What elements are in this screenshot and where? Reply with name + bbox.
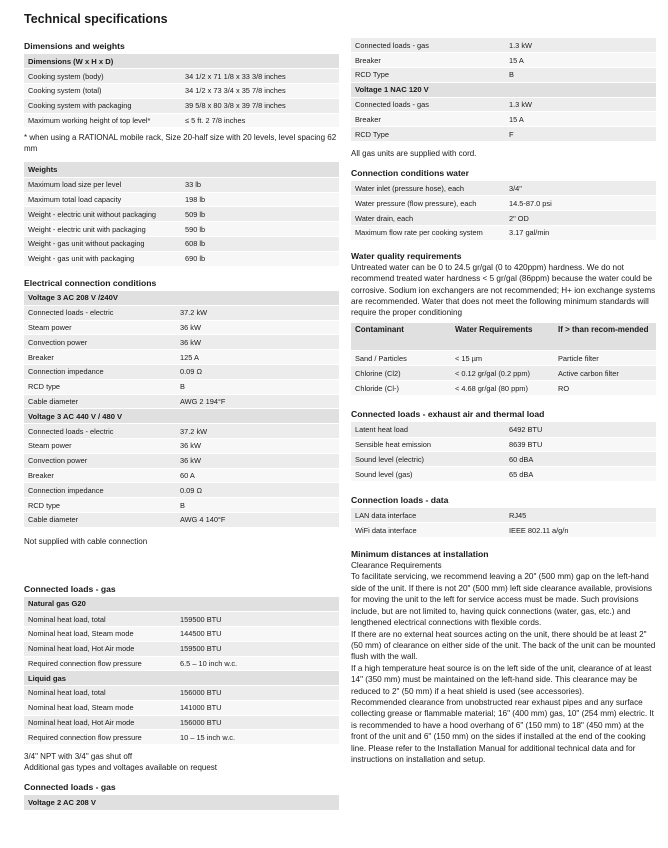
row-value: 3/4" <box>503 181 656 196</box>
table-row <box>24 453 339 468</box>
subhead-label: Liquid gas <box>24 671 339 686</box>
gas-note-connection: 3/4" NPT with 3/4" gas shut off <box>24 752 133 762</box>
row-label: Sound level (gas) <box>351 467 503 482</box>
row-label: Steam power <box>24 320 174 335</box>
table-subhead <box>24 54 339 69</box>
electrical-table <box>24 291 339 528</box>
row-label: Breaker <box>24 350 174 365</box>
subhead-label: Voltage 3 AC 440 V / 480 V <box>24 409 339 424</box>
row-label: Maximum total load capacity <box>24 192 179 207</box>
row-value: 36 kW <box>174 439 339 454</box>
row-label: Water pressure (flow pressure), each <box>351 196 503 211</box>
row-value: B <box>174 379 339 394</box>
left-column <box>24 38 339 821</box>
table-row <box>351 467 656 482</box>
table-row <box>24 320 339 335</box>
row-value: 60 dBA <box>503 452 656 467</box>
table-row <box>24 251 339 266</box>
row-label: Breaker <box>24 468 174 483</box>
row-label: Nominal heat load, total <box>24 612 174 627</box>
gas-note-additional: Additional gas types and voltages available on request <box>24 763 218 773</box>
row-value: 36 kW <box>174 335 339 350</box>
gas2-subhead: Voltage 2 AC 208 V <box>24 795 339 810</box>
row-label: Weight - electric unit without packaging <box>24 207 179 222</box>
exhaust-section <box>351 406 656 482</box>
data-connection-section <box>351 492 656 538</box>
row-label: Nominal heat load, Steam mode <box>24 700 174 715</box>
subhead-label: Voltage 3 AC 208 V /240V <box>24 291 339 306</box>
row-value: 2" OD <box>503 211 656 226</box>
row-value: 60 A <box>174 468 339 483</box>
row-label: Cable diameter <box>24 513 174 528</box>
table-row <box>24 394 339 409</box>
row-label: Cooking system (total) <box>24 84 179 99</box>
gas2-cont-section <box>351 38 656 159</box>
row-label: Water drain, each <box>351 211 503 226</box>
row-label: Cable diameter <box>24 394 174 409</box>
row-label: Cooking system with packaging <box>24 98 179 113</box>
row-value: 10 – 15 inch w.c. <box>174 730 339 745</box>
gas2-cont-note: All gas units are supplied with cord. <box>351 149 477 159</box>
right-column <box>351 38 656 775</box>
table-cell: < 4.68 gr/gal (80 ppm) <box>451 381 554 396</box>
row-label: Nominal heat load, total <box>24 686 174 701</box>
exhaust-title: Connected loads - exhaust air and thermal load <box>351 409 545 420</box>
row-value: 0.09 Ω <box>174 365 339 380</box>
dimensions-table <box>24 54 339 128</box>
table-row <box>351 225 656 240</box>
row-label: RCD Type <box>351 68 503 83</box>
table-row <box>351 422 656 437</box>
column-header: Contaminant <box>351 323 451 351</box>
page-title: Technical specifications <box>24 12 168 26</box>
table-subhead <box>24 291 339 306</box>
table-row <box>24 236 339 251</box>
table-row <box>351 381 656 396</box>
clearance-subtitle: Clearance Requirements <box>351 561 442 571</box>
table-row <box>24 365 339 380</box>
row-label: Connection impedance <box>24 365 174 380</box>
table-cell: Active carbon filter <box>554 366 656 381</box>
dimensions-title: Dimensions and weights <box>24 41 125 51</box>
table-subhead <box>24 409 339 424</box>
table-subhead <box>24 671 339 686</box>
row-value: B <box>174 498 339 513</box>
gas-table <box>24 597 339 745</box>
table-row <box>24 192 339 207</box>
table-row <box>24 207 339 222</box>
row-label: Connected loads - electric <box>24 424 174 439</box>
data-connection-table <box>351 508 656 538</box>
table-row <box>24 483 339 498</box>
table-row <box>351 181 656 196</box>
table-cell: RO <box>554 381 656 396</box>
weights-table <box>24 162 339 266</box>
row-value: 37.2 kW <box>174 424 339 439</box>
row-value: 156000 BTU <box>174 715 339 730</box>
row-label: Weight - gas unit without packaging <box>24 236 179 251</box>
row-label: RCD type <box>24 379 174 394</box>
dimensions-section <box>24 38 339 154</box>
water-quality-title: Water quality requirements <box>351 250 462 261</box>
table-row <box>24 626 339 641</box>
row-label: Cooking system (body) <box>24 69 179 84</box>
row-label: RCD Type <box>351 127 503 142</box>
water-quality-section <box>351 251 656 397</box>
electrical-note: Not supplied with cable connection <box>24 536 148 546</box>
table-row <box>351 452 656 467</box>
row-value: RJ45 <box>503 508 656 523</box>
row-label: Nominal heat load, Hot Air mode <box>24 715 174 730</box>
table-row <box>24 513 339 528</box>
table-row <box>24 468 339 483</box>
row-value: 156000 BTU <box>174 686 339 701</box>
gas2-section <box>24 779 339 810</box>
row-label: Maximum flow rate per cooking system <box>351 225 503 240</box>
clearance-section <box>351 548 656 765</box>
row-label: Connected loads - gas <box>351 97 503 112</box>
row-value: 198 lb <box>179 192 339 207</box>
table-row <box>24 335 339 350</box>
table-row <box>24 700 339 715</box>
table-row <box>24 69 339 84</box>
table-cell: Chloride (Cl-) <box>351 381 451 396</box>
table-row <box>351 196 656 211</box>
row-value: 36 kW <box>174 320 339 335</box>
row-value: 509 lb <box>179 207 339 222</box>
exhaust-table <box>351 422 656 482</box>
row-value: AWG 2 194°F <box>174 394 339 409</box>
subhead-label: Natural gas G20 <box>24 597 339 612</box>
row-label: Connected loads - gas <box>351 38 503 53</box>
row-value: 65 dBA <box>503 467 656 482</box>
row-value: 15 A <box>503 112 656 127</box>
row-value: 608 lb <box>179 236 339 251</box>
table-header-row <box>351 323 656 351</box>
gas-title: Connected loads - gas <box>24 583 116 594</box>
water-table <box>351 181 656 241</box>
row-label: Weight - electric unit with packaging <box>24 222 179 237</box>
row-label: Maximum load size per level <box>24 177 179 192</box>
clearance-paragraph: If there are no external heat sources acting on the unit, there should be at least 2" (50 mm) of clearance on either side of the unit. The back of the unit can be mounted flush with the wall. <box>351 629 656 662</box>
row-label: Steam power <box>24 439 174 454</box>
data-connection-title: Connection loads - data <box>351 494 449 505</box>
dimensions-note: * when using a RATIONAL mobile rack, Size 20-half size with 20 levels, level spacing 62 mm <box>24 133 337 154</box>
table-row <box>24 612 339 627</box>
table-row <box>24 98 339 113</box>
water-section <box>351 165 656 241</box>
row-value: 1.3 kW <box>503 38 656 53</box>
table-row <box>24 424 339 439</box>
row-value: 125 A <box>174 350 339 365</box>
row-label: LAN data interface <box>351 508 503 523</box>
row-value: 34 1/2 x 73 3/4 x 35 7/8 inches <box>179 84 339 99</box>
row-value: 144500 BTU <box>174 626 339 641</box>
row-value: 39 5/8 x 80 3/8 x 39 7/8 inches <box>179 98 339 113</box>
row-value: AWG 4 140°F <box>174 513 339 528</box>
gas-note <box>24 751 339 773</box>
table-subhead <box>24 162 339 177</box>
table-row <box>24 350 339 365</box>
row-label: Required connection flow pressure <box>24 656 174 671</box>
table-row <box>24 686 339 701</box>
row-value: 690 lb <box>179 251 339 266</box>
weights-section <box>24 162 339 266</box>
table-subhead <box>24 795 339 810</box>
table-row <box>24 84 339 99</box>
table-cell: Particle filter <box>554 351 656 366</box>
table-row <box>351 508 656 523</box>
row-label: Latent heat load <box>351 422 503 437</box>
subhead-label: Dimensions (W x H x D) <box>24 54 339 69</box>
row-label: Weight - gas unit with packaging <box>24 251 179 266</box>
row-value: IEEE 802.11 a/g/n <box>503 523 656 538</box>
table-row <box>24 305 339 320</box>
row-label: Convection power <box>24 335 174 350</box>
row-value: 33 lb <box>179 177 339 192</box>
subhead-label: Voltage 1 NAC 120 V <box>351 82 656 97</box>
gas2-table <box>24 795 339 810</box>
clearance-text <box>351 571 656 765</box>
table-cell: < 0.12 gr/gal (0.2 ppm) <box>451 366 554 381</box>
row-label: Convection power <box>24 453 174 468</box>
table-row <box>24 113 339 128</box>
table-subhead <box>24 597 339 612</box>
row-label: RCD type <box>24 498 174 513</box>
electrical-section <box>24 275 339 547</box>
row-value: 159500 BTU <box>174 641 339 656</box>
table-row <box>24 439 339 454</box>
row-value: 6492 BTU <box>503 422 656 437</box>
row-value: F <box>503 127 656 142</box>
row-value: 1.3 kW <box>503 97 656 112</box>
table-row <box>24 177 339 192</box>
clearance-paragraph: To facilitate servicing, we recommend leaving a 20" (500 mm) gap on the left-hand side of the unit. If there is not 20" (500 mm) left side clearance available, provisions for moving the unit to the left for service access must be made. Such provisions include, but are not limited to, having quick connections (water, gas, etc.) and lengthened electrical connections with flexible cords. <box>351 572 652 628</box>
row-value: B <box>503 68 656 83</box>
row-value: 0.09 Ω <box>174 483 339 498</box>
table-row <box>351 97 656 112</box>
row-label: WiFi data interface <box>351 523 503 538</box>
row-value: 590 lb <box>179 222 339 237</box>
row-label: Breaker <box>351 53 503 68</box>
row-label: Connection impedance <box>24 483 174 498</box>
table-row <box>24 641 339 656</box>
table-row <box>24 730 339 745</box>
table-row <box>24 222 339 237</box>
row-label: Sensible heat emission <box>351 437 503 452</box>
clearance-paragraph: If a high temperature heat source is on the left side of the unit, clearance of at least 14" (350 mm) must be maintained on the left-hand side. This clearance may be reduced to 2" (50 mm) if a heat shield is used (see accessories). <box>351 663 652 696</box>
subhead-label: Weights <box>24 162 339 177</box>
row-value: 37.2 kW <box>174 305 339 320</box>
row-label: Breaker <box>351 112 503 127</box>
row-value: 159500 BTU <box>174 612 339 627</box>
row-value: ≤ 5 ft. 2 7/8 inches <box>179 113 339 128</box>
row-label: Sound level (electric) <box>351 452 503 467</box>
table-row <box>351 38 656 53</box>
row-label: Water inlet (pressure hose), each <box>351 181 503 196</box>
table-row <box>24 715 339 730</box>
clearance-paragraph: Recommended clearance from unobstructed rear exhaust pipes and any surface collecting grease or flammable material; 16" (400 mm) gas, 10" (254 mm) electric. It is recommended to have a hood overhang of 6" (150 mm) to 18" (450 mm) at the front of the unit and 6" (150 mm) on the sides if installed at the end of the cooking line. Please refer to the Installation Manual for additional technical data and for instructions on installation and setup. <box>351 697 654 764</box>
table-subhead <box>351 82 656 97</box>
row-value: 6.5 – 10 inch w.c. <box>174 656 339 671</box>
row-label: Connected loads - electric <box>24 305 174 320</box>
table-row <box>24 656 339 671</box>
table-row <box>351 366 656 381</box>
row-label: Maximum working height of top level* <box>24 113 179 128</box>
gas2-title: Connected loads - gas <box>24 782 116 793</box>
water-quality-text: Untreated water can be 0 to 24.5 gr/gal (0 to 420ppm) hardness. We do not recommend treated water hardness < 5 gr/gal (86ppm) because the water could be corrosive. Sodium ion exchangers are not recommended; H+ ion exchange systems are recommended. Water that does not meet the following minimum standards will require the proper conditioning <box>351 262 656 318</box>
row-label: Required connection flow pressure <box>24 730 174 745</box>
clearance-title: Minimum distances at installation <box>351 549 489 560</box>
row-label: Nominal heat load, Steam mode <box>24 626 174 641</box>
row-value: 8639 BTU <box>503 437 656 452</box>
table-row <box>351 53 656 68</box>
table-row <box>351 523 656 538</box>
row-value: 3.17 gal/min <box>503 225 656 240</box>
column-header: Water Requirements <box>451 323 554 351</box>
table-row <box>351 351 656 366</box>
gas-section <box>24 581 339 773</box>
water-quality-table <box>351 323 656 397</box>
electrical-title: Electrical connection conditions <box>24 277 157 288</box>
table-row <box>351 211 656 226</box>
row-value: 15 A <box>503 53 656 68</box>
table-row <box>351 68 656 83</box>
table-cell: Sand / Particles <box>351 351 451 366</box>
table-row <box>24 379 339 394</box>
table-row <box>351 437 656 452</box>
column-header: If > than recom-mended <box>554 323 656 351</box>
table-row <box>351 127 656 142</box>
row-value: 36 kW <box>174 453 339 468</box>
row-value: 14.5-87.0 psi <box>503 196 656 211</box>
row-value: 34 1/2 x 71 1/8 x 33 3/8 inches <box>179 69 339 84</box>
row-label: Nominal heat load, Hot Air mode <box>24 641 174 656</box>
table-row <box>24 498 339 513</box>
water-title: Connection conditions water <box>351 168 469 179</box>
gas2-cont-table <box>351 38 656 142</box>
row-value: 141000 BTU <box>174 700 339 715</box>
table-cell: Chlorine (Cl2) <box>351 366 451 381</box>
table-row <box>351 112 656 127</box>
table-cell: < 15 µm <box>451 351 554 366</box>
